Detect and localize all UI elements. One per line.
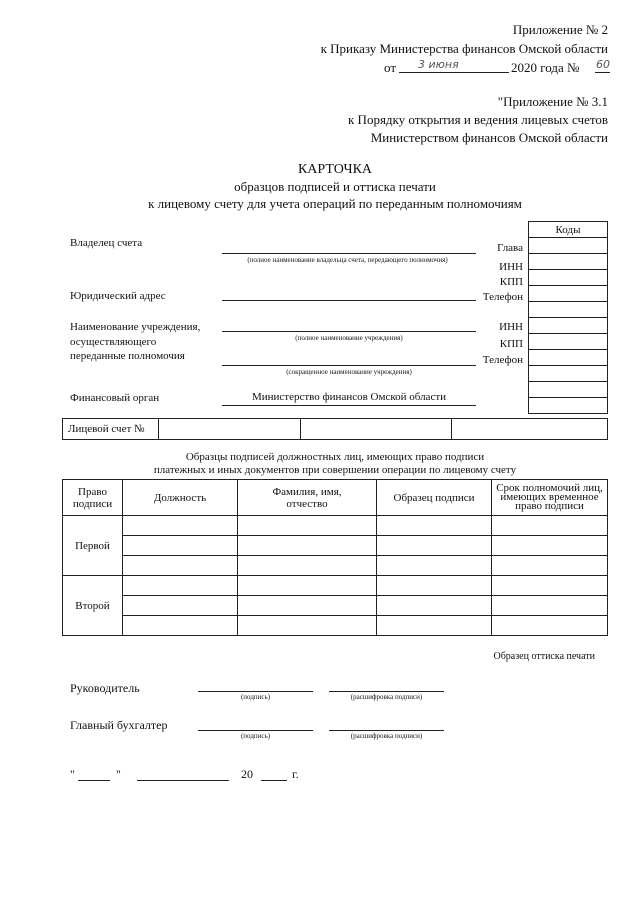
owner-label: Владелец счета xyxy=(70,237,143,249)
legal-address-label: Юридический адрес xyxy=(70,290,166,302)
code-cell xyxy=(529,398,608,414)
sig-cell[interactable] xyxy=(492,536,608,556)
finance-field xyxy=(222,405,476,406)
institution-label-1: Наименование учреждения, xyxy=(70,321,201,333)
date-quote-open: " xyxy=(70,767,75,781)
date-prefix: от xyxy=(384,60,397,75)
header-right-2: подписи xyxy=(72,497,113,510)
procedure-line: к Порядку открытия и ведения лицевых счетов xyxy=(347,112,608,127)
date-day-field[interactable] xyxy=(78,780,110,781)
account-cell[interactable] xyxy=(301,419,452,440)
year-suffix: 2020 года № xyxy=(511,60,580,75)
accountant-decode-field[interactable] xyxy=(329,730,444,731)
sig-cell[interactable] xyxy=(492,596,608,616)
sig-cell[interactable] xyxy=(238,556,377,576)
accountant-label: Главный бухгалтер xyxy=(70,718,168,732)
label-phone-2: Телефон xyxy=(482,354,523,366)
finance-label: Финансовый орган xyxy=(70,392,160,404)
code-cell xyxy=(529,254,608,270)
card-subtitle-1: образцов подписей и оттиска печати xyxy=(234,179,436,194)
label-glava: Глава xyxy=(497,242,523,254)
header-signature-sample: Образец подписи xyxy=(377,480,492,516)
account-label: Лицевой счет № xyxy=(63,419,159,440)
codes-table xyxy=(528,221,608,414)
appendix-line: Приложение № 2 xyxy=(512,22,608,37)
label-phone-1: Телефон xyxy=(482,291,523,303)
header-term-1: Срок полномочий лиц, xyxy=(496,482,603,494)
header-position: Должность xyxy=(123,480,238,516)
sig-cell[interactable] xyxy=(492,516,608,536)
code-cell xyxy=(529,302,608,318)
header-term-3: право подписи xyxy=(515,500,584,512)
header-term-2: имеющих временное xyxy=(500,491,599,503)
date-underline xyxy=(399,72,509,73)
number-handwritten: 60 xyxy=(596,58,610,71)
code-cell xyxy=(529,318,608,334)
label-inn-2: ИНН xyxy=(499,321,523,333)
sig-cell[interactable] xyxy=(377,516,492,536)
account-table xyxy=(62,418,608,440)
number-underline xyxy=(595,72,610,73)
stamp-label: Образец оттиска печати xyxy=(493,651,595,662)
sig-cell[interactable] xyxy=(377,576,492,596)
accountant-decode-hint: (расшифровка подписи) xyxy=(350,732,423,740)
head-decode-hint: (расшифровка подписи) xyxy=(350,693,423,701)
code-cell xyxy=(529,334,608,350)
sig-cell[interactable] xyxy=(123,516,238,536)
order-line: к Приказу Министерства финансов Омской области xyxy=(320,41,608,56)
institution-full-hint: (полное наименование учреждения) xyxy=(295,334,403,342)
label-inn-1: ИНН xyxy=(499,261,523,273)
head-signature-field[interactable] xyxy=(198,691,313,692)
sig-cell[interactable] xyxy=(492,556,608,576)
date-quote-close: " xyxy=(116,767,121,781)
sig-cell[interactable] xyxy=(123,596,238,616)
head-decode-field[interactable] xyxy=(329,691,444,692)
header-authority-term xyxy=(492,480,608,516)
head-label: Руководитель xyxy=(70,681,140,695)
sig-cell[interactable] xyxy=(492,576,608,596)
card-subtitle-2: к лицевому счету для учета операций по переданным полномочиям xyxy=(148,196,522,211)
header-right-of-signature xyxy=(63,480,123,516)
code-cell xyxy=(529,286,608,302)
appendix2-line: "Приложение № 3.1 xyxy=(497,94,608,109)
code-cell xyxy=(529,366,608,382)
date-handwritten: 3 июня xyxy=(418,58,459,71)
sig-cell[interactable] xyxy=(377,536,492,556)
sig-cell[interactable] xyxy=(123,576,238,596)
header-right-1: Право xyxy=(78,485,107,498)
owner-hint: (полное наименование владельца счета, передающего полномочия) xyxy=(247,256,448,264)
institution-full-field[interactable] xyxy=(222,331,476,332)
accountant-signature-field[interactable] xyxy=(198,730,313,731)
head-sign-hint: (подпись) xyxy=(240,693,271,701)
institution-short-hint: (сокращенное наименование учреждения) xyxy=(286,368,412,376)
sig-cell[interactable] xyxy=(377,596,492,616)
header-name-1: Фамилия, имя, xyxy=(272,485,342,498)
first-signature-label: Первой xyxy=(63,516,123,576)
sig-cell[interactable] xyxy=(238,536,377,556)
sig-cell[interactable] xyxy=(123,616,238,636)
date-year-field[interactable] xyxy=(261,780,287,781)
finance-value: Министерство финансов Омской области xyxy=(251,391,447,403)
signatures-table xyxy=(62,479,608,636)
sig-cell[interactable] xyxy=(238,516,377,536)
code-cell xyxy=(529,350,608,366)
account-cell[interactable] xyxy=(159,419,301,440)
header-full-name xyxy=(238,480,377,516)
sig-cell[interactable] xyxy=(377,616,492,636)
samples-title-1: Образцы подписей должностных лиц, имеющих право подписи xyxy=(185,451,485,463)
sig-cell[interactable] xyxy=(238,616,377,636)
date-year-suffix: г. xyxy=(292,767,299,781)
ministry-line: Министерством финансов Омской области xyxy=(370,130,608,145)
institution-short-field[interactable] xyxy=(222,365,476,366)
sig-cell[interactable] xyxy=(377,556,492,576)
label-kpp-2: КПП xyxy=(499,338,523,350)
date-year-prefix: 20 xyxy=(241,767,253,781)
code-cell xyxy=(529,270,608,286)
owner-field[interactable] xyxy=(222,253,476,254)
sig-cell[interactable] xyxy=(238,576,377,596)
code-cell xyxy=(529,238,608,254)
sig-cell[interactable] xyxy=(123,536,238,556)
second-signature-label: Второй xyxy=(63,576,123,636)
samples-title-2: платежных и иных документов при совершении операции по лицевому счету xyxy=(153,464,517,476)
sig-cell[interactable] xyxy=(238,596,377,616)
account-cell[interactable] xyxy=(452,419,608,440)
card-title: КАРТОЧКА xyxy=(297,162,373,177)
label-kpp-1: КПП xyxy=(499,276,523,288)
sig-cell[interactable] xyxy=(492,616,608,636)
institution-label-3: переданные полномочия xyxy=(70,350,185,362)
legal-address-field[interactable] xyxy=(222,300,476,301)
accountant-sign-hint: (подпись) xyxy=(240,732,271,740)
code-cell xyxy=(529,382,608,398)
institution-label-2: осуществляющего xyxy=(70,336,157,348)
date-month-field[interactable] xyxy=(137,780,229,781)
codes-header: Коды xyxy=(529,222,608,238)
header-name-2: отчество xyxy=(286,497,328,510)
sig-cell[interactable] xyxy=(123,556,238,576)
